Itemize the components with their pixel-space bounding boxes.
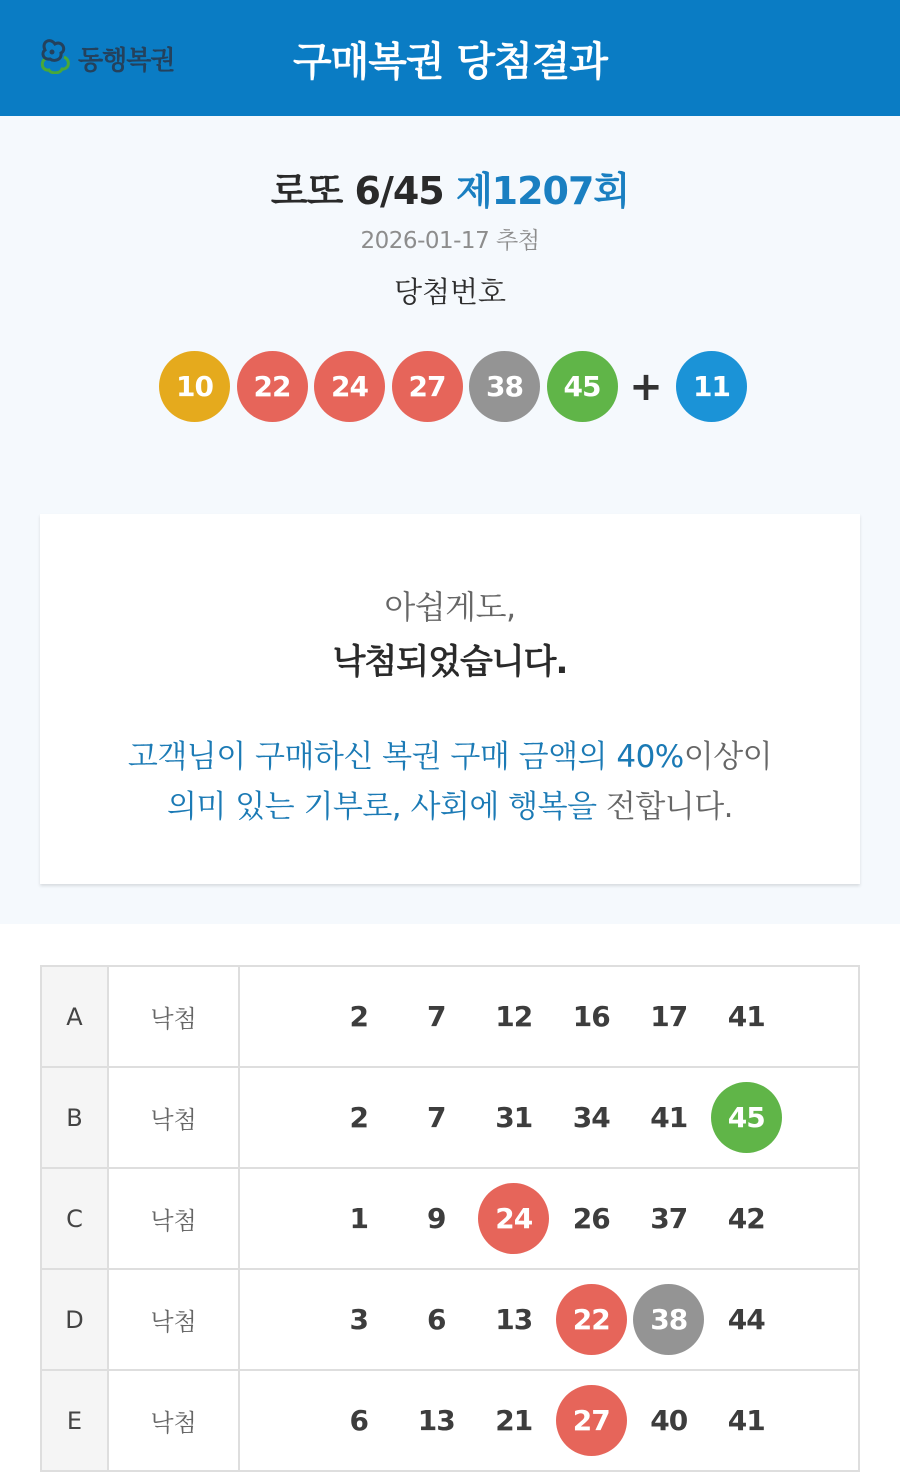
donation-text: 전합니다. [596, 789, 734, 825]
ticket-number: 7 [427, 1000, 446, 1033]
winning-ball: 27 [392, 351, 463, 422]
draw-title [0, 160, 900, 215]
ticket-row [41, 1370, 859, 1471]
ticket-row [41, 1168, 859, 1269]
ticket-id: C [41, 1168, 108, 1269]
ticket-number: 41 [650, 1101, 688, 1134]
ticket-number: 6 [349, 1404, 368, 1437]
ticket-numbers [239, 1370, 859, 1471]
ticket-number-cell [553, 1385, 631, 1456]
ticket-number: 37 [650, 1202, 688, 1235]
ticket-number: 42 [727, 1202, 765, 1235]
logo[interactable] [38, 38, 174, 78]
ticket-number-cell [630, 1284, 708, 1355]
ticket-number: 34 [572, 1101, 610, 1134]
ticket-numbers [239, 1269, 859, 1370]
ticket-number: 17 [650, 1000, 688, 1033]
ticket-id: E [41, 1370, 108, 1471]
ticket-number: 26 [572, 1202, 610, 1235]
ticket-number-cell [708, 1082, 786, 1153]
ticket-number: 13 [495, 1303, 533, 1336]
ticket-row [41, 1269, 859, 1370]
bonus-ball: 11 [676, 351, 747, 422]
ticket-id: A [41, 966, 108, 1067]
ticket-numbers [239, 1067, 859, 1168]
draw-date: 2026-01-17 추첨 [360, 228, 540, 254]
winning-ball: 22 [237, 351, 308, 422]
ticket-number: 40 [650, 1404, 688, 1437]
result-prefix: 아쉽게도, [384, 588, 516, 626]
ticket-number: 21 [495, 1404, 533, 1437]
donation-message [40, 732, 860, 832]
ticket-number-cell [553, 1284, 631, 1355]
winning-ball: 10 [159, 351, 230, 422]
app-header [0, 0, 900, 116]
ticket-numbers [239, 1168, 859, 1269]
donation-text-highlight: 고객님이 구매하신 복권 구매 금액의 40% [127, 739, 684, 775]
ticket-result: 낙첨 [108, 1067, 239, 1168]
ticket-number: 7 [427, 1101, 446, 1134]
ticket-id: D [41, 1269, 108, 1370]
ticket-numbers [239, 966, 859, 1067]
result-card [40, 514, 860, 884]
matched-number-ball: 45 [711, 1082, 782, 1153]
ticket-number: 3 [349, 1303, 368, 1336]
ticket-row [41, 1067, 859, 1168]
ticket-number: 6 [427, 1303, 446, 1336]
matched-number-ball: 24 [478, 1183, 549, 1254]
page-title: 구매복권 당첨결과 [292, 38, 608, 85]
ticket-number: 9 [427, 1202, 446, 1235]
donation-text: 이상이 [683, 739, 773, 775]
winning-numbers [159, 351, 754, 422]
ticket-number: 41 [727, 1404, 765, 1437]
ticket-results-table [40, 965, 860, 1472]
game-name: 로또 6/45 [270, 169, 444, 213]
winning-ball: 38 [469, 351, 540, 422]
result-message: 낙첨되었습니다. [332, 642, 568, 682]
ticket-id: B [41, 1067, 108, 1168]
ticket-result: 낙첨 [108, 1370, 239, 1471]
ticket-result: 낙첨 [108, 966, 239, 1067]
matched-number-ball: 38 [633, 1284, 704, 1355]
ticket-result: 낙첨 [108, 1168, 239, 1269]
ticket-number: 2 [349, 1101, 368, 1134]
ticket-result: 낙첨 [108, 1269, 239, 1370]
matched-number-ball: 27 [556, 1385, 627, 1456]
ticket-number: 41 [727, 1000, 765, 1033]
ticket-row [41, 966, 859, 1067]
ticket-number: 2 [349, 1000, 368, 1033]
ticket-number-cell [475, 1183, 553, 1254]
clover-logo-icon [38, 38, 72, 78]
ticket-number: 1 [349, 1202, 368, 1235]
ticket-number: 44 [727, 1303, 765, 1336]
ticket-number: 31 [495, 1101, 533, 1134]
winning-ball: 45 [547, 351, 618, 422]
round-number: 제1207회 [455, 169, 630, 213]
matched-number-ball: 22 [556, 1284, 627, 1355]
ticket-number: 12 [495, 1000, 533, 1033]
donation-text-highlight: 의미 있는 기부로, 사회에 행복을 [166, 789, 597, 825]
logo-text: 동행복권 [78, 45, 175, 76]
ticket-number: 13 [417, 1404, 455, 1437]
plus-icon: + [629, 363, 663, 410]
winning-numbers-label: 당첨번호 [393, 275, 507, 309]
winning-ball: 24 [314, 351, 385, 422]
ticket-number: 16 [572, 1000, 610, 1033]
